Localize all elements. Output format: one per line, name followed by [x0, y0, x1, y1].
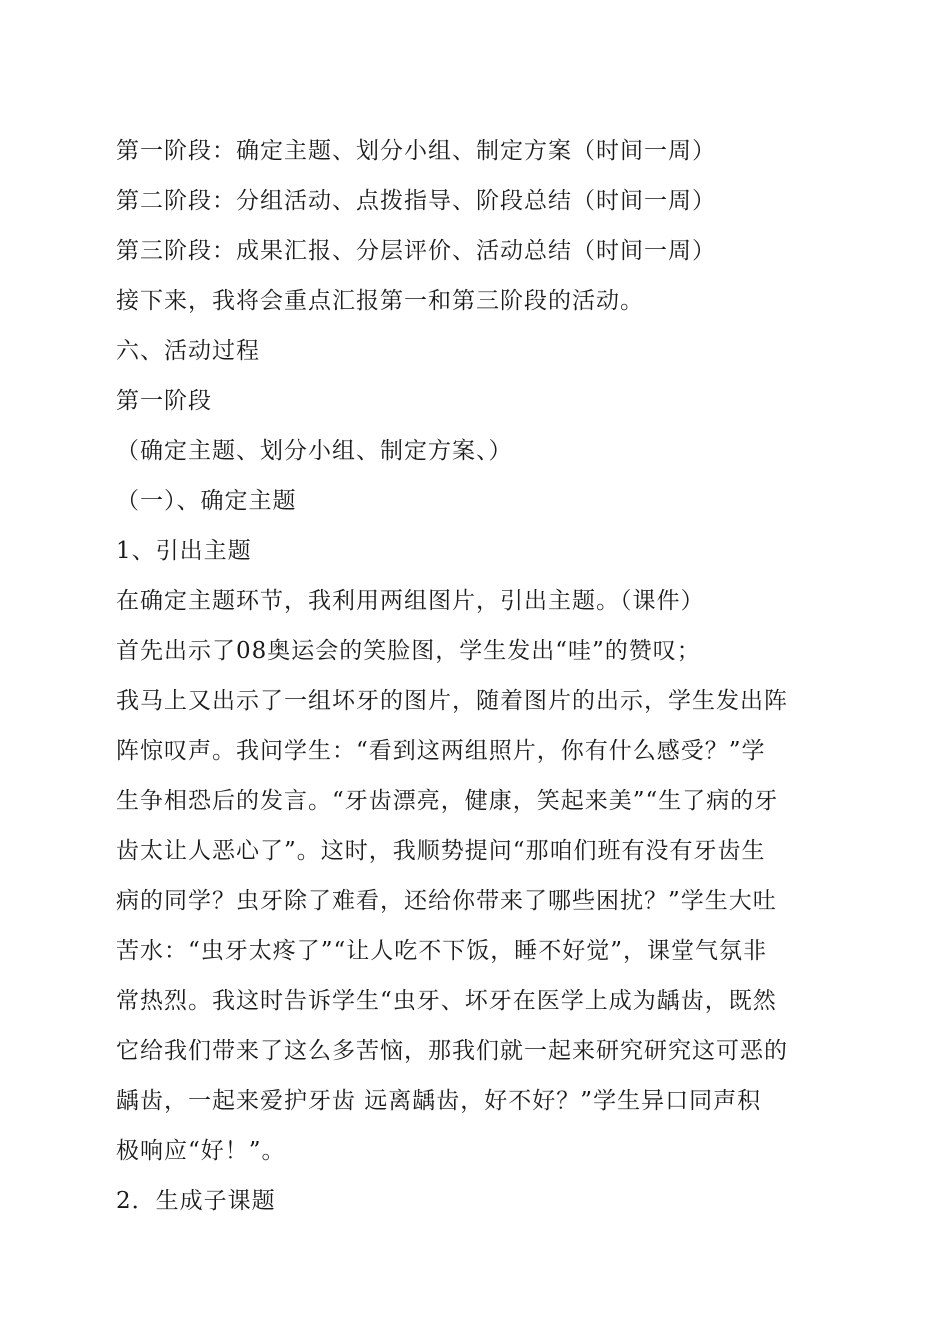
paragraph-line: 在确定主题环节，我利用两组图片，引出主题。（课件）: [116, 588, 705, 614]
paragraph-line: 病的同学？虫牙除了难看，还给你带来了哪些困扰？”学生大吐: [116, 888, 777, 914]
stage-one-line: 第一阶段：确定主题、划分小组、制定方案（时间一周）: [116, 138, 716, 164]
paragraph-line: 极响应“好！”。: [116, 1138, 286, 1164]
item-heading: 2．生成子课题: [116, 1188, 276, 1214]
item-heading: 1、引出主题: [116, 538, 252, 564]
paragraph-line: 龋齿，一起来爱护牙齿 远离龋齿，好不好？”学生异口同声积: [116, 1088, 762, 1114]
section-heading: 六、活动过程: [116, 338, 260, 364]
paragraph-line: 它给我们带来了这么多苦恼，那我们就一起来研究研究这可恶的: [116, 1038, 788, 1064]
stage-three-line: 第三阶段：成果汇报、分层评价、活动总结（时间一周）: [116, 238, 716, 264]
paragraph-line: 生争相恐后的发言。“牙齿漂亮，健康，笑起来美”“生了病的牙: [116, 788, 779, 814]
stage-subtitle: （确定主题、划分小组、制定方案、）: [116, 438, 513, 464]
paragraph-line: 我马上又出示了一组坏牙的图片，随着图片的出示，学生发出阵: [116, 688, 788, 714]
paragraph-line: 首先出示了08奥运会的笑脸图，学生发出“哇”的赞叹；: [116, 638, 701, 664]
stage-two-line: 第二阶段：分组活动、点拨指导、阶段总结（时间一周）: [116, 188, 716, 214]
stage-heading: 第一阶段: [116, 388, 212, 414]
paragraph-line: 齿太让人恶心了”。这时，我顺势提问“那咱们班有没有牙齿生: [116, 838, 766, 864]
paragraph-line: 常热烈。我这时告诉学生“虫牙、坏牙在医学上成为龋齿，既然: [116, 988, 777, 1014]
paragraph-line: 阵惊叹声。我问学生：“看到这两组照片，你有什么感受？”学: [116, 738, 766, 764]
paragraph-line: 苦水：“虫牙太疼了”“让人吃不下饭，睡不好觉”，课堂气氛非: [116, 938, 768, 964]
intro-sentence: 接下来，我将会重点汇报第一和第三阶段的活动。: [116, 288, 644, 314]
subsection-heading: （一）、确定主题: [116, 488, 297, 514]
